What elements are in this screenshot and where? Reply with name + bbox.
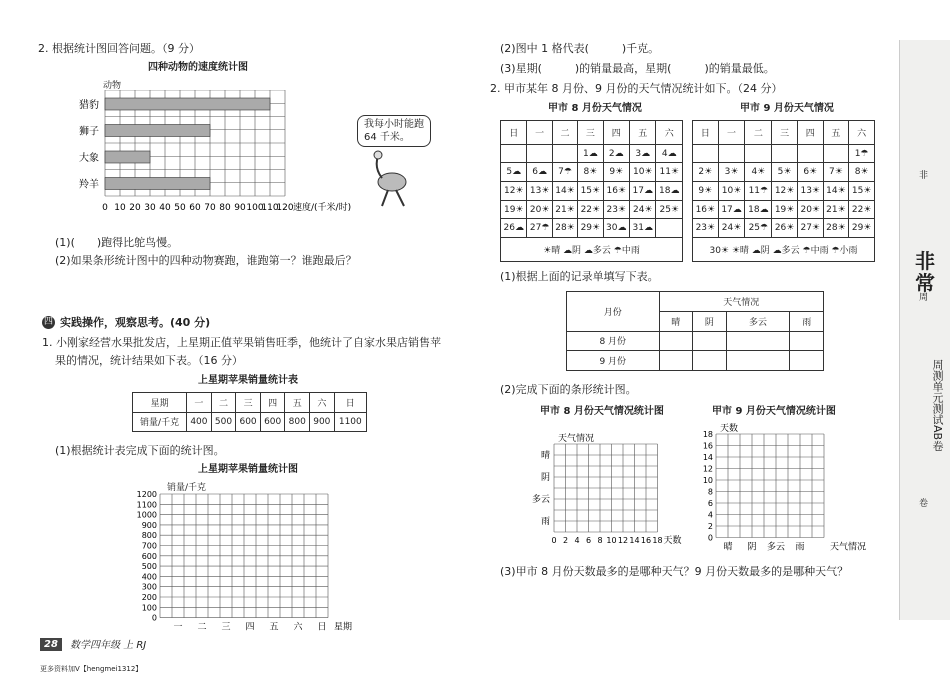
section-4-title: 实践操作，观察思考。(40 分) [60, 316, 211, 329]
sales-empty-grid-chart [112, 490, 372, 635]
calendar-day-cell: 11☀ [656, 163, 683, 182]
sidebar-subtitle: 周测单元测试AB卷 [931, 358, 944, 452]
x-tick-label: 16 [640, 536, 652, 545]
table-row-label: 销量/千克 [133, 412, 187, 432]
calendar-day-cell: 25☀ [656, 200, 683, 219]
category-label: 晴 [540, 451, 550, 461]
chart1-ylabel: 动物 [103, 81, 122, 91]
calendar-day-cell: 3☀ [718, 163, 745, 182]
table-head-cell: 三 [236, 393, 261, 413]
sidebar-dot-mid: 周 [919, 293, 929, 303]
calendar-day-cell: 27☂ [527, 219, 552, 238]
weather-summary-table [566, 291, 824, 371]
summary-blank-cell[interactable] [659, 331, 693, 351]
animal-label: 狮子 [79, 126, 99, 138]
question-r-1: (1)根据上面的记录单填写下表。 [500, 270, 659, 283]
x-category-label: 日 [317, 622, 327, 633]
calendar-day-cell: 12☀ [501, 182, 527, 201]
calendar-day-cell: 21☀ [823, 200, 849, 219]
calendar-day-cell: 2☀ [693, 163, 719, 182]
speed-bar [105, 178, 210, 190]
y-tick-label: 12 [702, 464, 713, 474]
speed-bar-chart [60, 90, 390, 230]
weekday-cell: 五 [823, 121, 849, 145]
calendar-day-cell: 14☀ [552, 182, 577, 201]
y-tick-label: 0 [151, 613, 157, 623]
x-axis-label: 天气情况 [830, 542, 867, 553]
calendar-day-cell: 22☀ [578, 200, 603, 219]
calendar-day-cell: 26☀ [772, 219, 798, 238]
y-tick-label: 400 [141, 572, 157, 582]
calendar-day-cell: 17☁ [718, 200, 745, 219]
table-head-cell: 日 [334, 393, 366, 413]
y-axis-label: 天数 [720, 424, 739, 434]
weekday-cell: 一 [718, 121, 745, 145]
calendar-day-cell: 20☀ [797, 200, 823, 219]
calendar-day-cell: 28☀ [552, 219, 577, 238]
calendar-day-cell: 5☀ [772, 163, 798, 182]
weekday-cell: 二 [745, 121, 772, 145]
x-tick-label: 80 [219, 203, 231, 213]
x-tick-label: 40 [159, 203, 171, 213]
x-tick-label: 90 [234, 203, 246, 213]
chart1-title: 四种动物的速度统计图 [148, 62, 248, 73]
calendar-day-cell: 10☀ [630, 163, 656, 182]
table-value-cell: 500 [211, 412, 236, 432]
x-tick-label: 50 [174, 203, 186, 213]
calendar-day-cell: 16☀ [603, 182, 629, 201]
question-r-2b: (2)图中 1 格代表( )千克。 [500, 42, 660, 55]
x-category-label: 六 [293, 622, 303, 633]
category-label: 多云 [766, 542, 786, 553]
sidebar-brand: 非常 [915, 249, 935, 295]
calendar-9-title: 甲市 9 月份天气情况 [740, 103, 834, 114]
speech-bubble: 我每小时能跑 64 千米。 [357, 115, 431, 147]
y-tick-label: 1000 [136, 510, 157, 520]
calendar-day-cell: 22☀ [849, 200, 875, 219]
y-tick-label: 800 [141, 531, 157, 541]
calendar-day-cell: 1☂ [849, 144, 875, 163]
calendar-day-cell: 9☀ [693, 182, 719, 201]
y-tick-label: 200 [141, 593, 157, 602]
x-axis-label: 星期 [334, 622, 353, 633]
calendar-day-cell [693, 144, 719, 163]
calendar-day-cell: 20☀ [527, 200, 552, 219]
sales-table-title: 上星期苹果销量统计表 [198, 375, 298, 386]
calendar-legend: ☀晴 ☁阴 ☁多云 ☂中雨 [501, 238, 683, 262]
calendar-day-cell: 15☀ [849, 182, 875, 201]
table-value-cell: 1100 [334, 412, 366, 432]
summary-group-header: 天气情况 [659, 292, 824, 312]
page-number: 28 [40, 638, 62, 651]
weekday-cell: 二 [552, 121, 577, 145]
category-label: 晴 [723, 542, 733, 553]
september-empty-bar-chart [688, 420, 868, 555]
category-label: 多云 [531, 495, 550, 505]
x-tick-label: 0 [102, 203, 108, 213]
x-category-label: 一 [173, 622, 183, 633]
calendar-day-cell: 14☀ [823, 182, 849, 201]
x-tick-label: 20 [129, 203, 141, 213]
animal-label: 羚羊 [79, 179, 99, 191]
calendar-day-cell: 6☁ [527, 163, 552, 182]
summary-weather-col: 阴 [693, 311, 727, 331]
y-axis-label: 天气情况 [558, 434, 595, 444]
table-value-cell: 400 [187, 412, 212, 432]
table-value-cell: 900 [310, 412, 335, 432]
calendar-day-cell: 7☀ [823, 163, 849, 182]
sidebar-dot-top: 非 [919, 171, 929, 181]
x-tick-label: 110 [261, 203, 279, 213]
question-1-1: (1)根据统计表完成下面的统计图。 [55, 444, 225, 457]
calendar-legend: 30☀ ☀晴 ☁阴 ☁多云 ☂中雨 ☂小雨 [693, 238, 875, 262]
summary-blank-cell[interactable] [659, 351, 693, 371]
y-tick-label: 700 [141, 541, 157, 551]
weekday-cell: 四 [797, 121, 823, 145]
table-head-cell: 四 [260, 393, 285, 413]
x-tick-label: 18 [652, 536, 663, 545]
table-value-cell: 600 [260, 412, 285, 432]
calendar-day-cell: 3☁ [630, 144, 656, 163]
weekday-cell: 一 [527, 121, 552, 145]
x-tick-label: 6 [585, 536, 592, 545]
x-tick-label: 100 [246, 203, 264, 213]
x-tick-label: 14 [629, 536, 640, 545]
calendar-day-cell: 27☀ [797, 219, 823, 238]
summary-weather-col: 雨 [790, 311, 824, 331]
calendar-day-cell: 23☀ [603, 200, 629, 219]
x-tick-label: 4 [574, 536, 580, 545]
calendar-day-cell: 8☀ [578, 163, 603, 182]
calendar-day-cell: 19☀ [501, 200, 527, 219]
calendar-day-cell: 2☁ [603, 144, 629, 163]
category-label: 阴 [747, 542, 757, 553]
table-value-cell: 800 [285, 412, 310, 432]
calendar-day-cell: 6☀ [797, 163, 823, 182]
calendar-day-cell: 11☂ [745, 182, 772, 201]
calendar-day-cell: 4☀ [745, 163, 772, 182]
y-tick-label: 600 [141, 551, 157, 561]
table-value-cell: 600 [236, 412, 261, 432]
y-tick-label: 4 [707, 510, 713, 520]
sidebar-dot-bot: 卷 [919, 499, 929, 509]
x-tick-label: 60 [189, 203, 201, 213]
speed-bar [105, 125, 210, 137]
calendar-day-cell: 16☀ [693, 200, 719, 219]
question-r-2-title: 2. 甲市某年 8 月份、9 月份的天气情况统计如下。（24 分） [490, 82, 783, 95]
x-tick-label: 12 [617, 536, 629, 545]
summary-blank-cell[interactable] [790, 351, 824, 371]
category-label: 阴 [540, 473, 550, 483]
book-sidebar [899, 40, 950, 620]
summary-blank-cell[interactable] [790, 331, 824, 351]
x-tick-label: 0 [551, 536, 557, 545]
x-tick-label: 30 [144, 203, 156, 213]
calendar-day-cell: 13☀ [797, 182, 823, 201]
y-tick-label: 100 [141, 603, 157, 613]
bar9-title: 甲市 9 月份天气情况统计图 [712, 406, 836, 417]
calendar-day-cell: 13☀ [527, 182, 552, 201]
calendar-day-cell: 24☀ [718, 219, 745, 238]
summary-weather-col: 晴 [659, 311, 693, 331]
animal-label: 猎豹 [79, 100, 99, 111]
chart2-title: 上星期苹果销量统计图 [198, 464, 298, 475]
question-2-2: (2)如果条形统计图中的四种动物赛跑，谁跑第一？谁跑最后？ [55, 254, 357, 267]
calendar-day-cell: 25☂ [745, 219, 772, 238]
weekday-cell: 日 [501, 121, 527, 145]
question-r-2: (2)完成下面的条形统计图。 [500, 383, 637, 396]
question-1-text-2: 果的情况，统计结果如下表。（16 分） [55, 354, 243, 367]
y-tick-label: 2 [707, 522, 713, 531]
summary-month-label: 8 月份 [567, 331, 660, 351]
calendar-day-cell: 17☁ [630, 182, 656, 201]
calendar-day-cell: 10☀ [718, 182, 745, 201]
calendar-day-cell: 31☁ [630, 219, 656, 238]
y-tick-label: 300 [141, 582, 157, 592]
calendar-day-cell: 9☀ [603, 163, 629, 182]
question-2-1: (1)( )跑得比鸵鸟慢。 [55, 236, 179, 249]
calendar-day-cell [772, 144, 798, 163]
calendar-day-cell: 28☀ [823, 219, 849, 238]
y-tick-label: 1100 [136, 500, 157, 510]
calendar-august [500, 120, 683, 262]
calendar-day-cell: 21☀ [552, 200, 577, 219]
x-tick-label: 10 [114, 203, 126, 213]
calendar-day-cell: 1☁ [578, 144, 603, 163]
x-tick-label: 70 [204, 203, 216, 213]
calendar-day-cell: 30☁ [603, 219, 629, 238]
x-category-label: 二 [197, 622, 207, 633]
y-tick-label: 14 [702, 453, 713, 462]
y-tick-label: 8 [707, 487, 713, 497]
sales-table [132, 392, 367, 432]
summary-blank-cell[interactable] [726, 351, 790, 371]
calendar-day-cell: 23☀ [693, 219, 719, 238]
animal-label: 大象 [79, 153, 99, 164]
x-tick-label: 120 [276, 203, 294, 213]
speed-bar [105, 98, 270, 110]
footer-book-title: 数学四年级 上 RJ [70, 640, 147, 651]
y-tick-label: 6 [707, 499, 713, 508]
calendar-day-cell [656, 219, 683, 238]
calendar-day-cell: 19☀ [772, 200, 798, 219]
calendar-day-cell [823, 144, 849, 163]
x-category-label: 三 [221, 622, 231, 633]
y-tick-label: 10 [702, 476, 713, 485]
calendar-september [692, 120, 875, 262]
calendar-day-cell [718, 144, 745, 163]
table-head-cell: 星期 [133, 393, 187, 413]
calendar-day-cell [501, 144, 527, 163]
chart2-ylabel: 销量/千克 [167, 483, 207, 493]
calendar-day-cell: 26☁ [501, 219, 527, 238]
x-axis-label: 天数 [663, 536, 682, 545]
question-2-title: 2. 根据统计图回答问题。（9 分） [38, 42, 200, 55]
x-tick-label: 8 [597, 536, 603, 545]
y-tick-label: 1200 [136, 490, 157, 499]
summary-weather-col: 多云 [726, 311, 790, 331]
question-r-3: (3)星期( )的销量最高，星期( )的销量最低。 [500, 62, 775, 75]
weekday-cell: 四 [603, 121, 629, 145]
calendar-day-cell: 7☂ [552, 163, 577, 182]
calendar-day-cell: 18☁ [745, 200, 772, 219]
table-head-cell: 六 [310, 393, 335, 413]
calendar-day-cell: 24☀ [630, 200, 656, 219]
weekday-cell: 五 [630, 121, 656, 145]
calendar-day-cell: 8☀ [849, 163, 875, 182]
x-category-label: 四 [245, 622, 255, 633]
summary-blank-cell[interactable] [693, 331, 727, 351]
calendar-day-cell: 5☁ [501, 163, 527, 182]
calendar-day-cell [745, 144, 772, 163]
x-tick-label: 2 [562, 536, 569, 545]
weekday-cell: 六 [849, 121, 875, 145]
bar8-title: 甲市 8 月份天气情况统计图 [540, 406, 664, 417]
y-tick-label: 18 [702, 430, 713, 439]
y-tick-label: 16 [702, 441, 713, 451]
x-axis-unit: 速度/(千米/时) [293, 203, 352, 213]
y-tick-label: 0 [707, 533, 713, 543]
table-head-cell: 一 [187, 393, 212, 413]
speed-bar [105, 151, 150, 163]
weekday-cell: 日 [693, 121, 719, 145]
calendar-day-cell [552, 144, 577, 163]
category-label: 雨 [795, 542, 805, 553]
x-tick-label: 10 [606, 536, 617, 545]
calendar-day-cell: 29☀ [849, 219, 875, 238]
calendar-day-cell: 4☁ [656, 144, 683, 163]
summary-month-label: 9 月份 [567, 351, 660, 371]
category-label: 雨 [540, 517, 550, 527]
table-head-cell: 二 [211, 393, 236, 413]
x-category-label: 五 [269, 622, 279, 633]
calendar-day-cell: 18☁ [656, 182, 683, 201]
table-head-cell: 五 [285, 393, 310, 413]
question-r-3b: (3)甲市 8 月份天数最多的是哪种天气？9 月份天数最多的是哪种天气？ [500, 565, 849, 578]
calendar-day-cell: 12☀ [772, 182, 798, 201]
summary-blank-cell[interactable] [726, 331, 790, 351]
ostrich-illustration [360, 150, 420, 210]
august-empty-bar-chart [520, 430, 690, 545]
calendar-day-cell: 15☀ [578, 182, 603, 201]
weekday-cell: 三 [772, 121, 798, 145]
y-tick-label: 500 [141, 562, 157, 572]
calendar-day-cell [797, 144, 823, 163]
calendar-day-cell [527, 144, 552, 163]
y-tick-label: 900 [141, 520, 157, 530]
question-1-text-1: 1. 小刚家经营水果批发店，上星期正值苹果销售旺季，他统计了自家水果店销售苹 [42, 336, 441, 349]
section-4-badge: 四 [43, 317, 53, 327]
footer-note: 更多资料加V【hengmei1312】 [40, 665, 143, 673]
weekday-cell: 六 [656, 121, 683, 145]
summary-col-month: 月份 [567, 292, 660, 332]
weekday-cell: 三 [578, 121, 603, 145]
calendar-day-cell: 29☀ [578, 219, 603, 238]
summary-blank-cell[interactable] [693, 351, 727, 371]
calendar-8-title: 甲市 8 月份天气情况 [548, 103, 642, 114]
